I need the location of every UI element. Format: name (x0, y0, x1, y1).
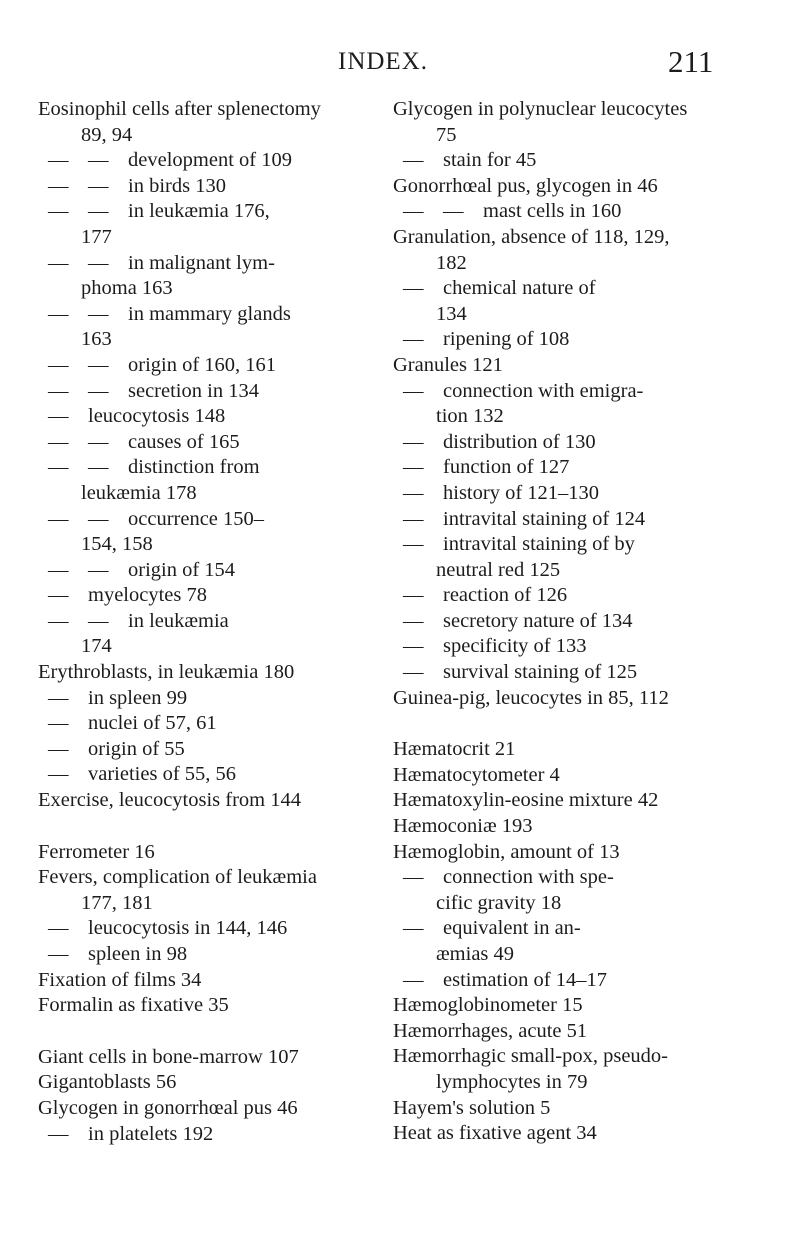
index-entry-text: intravital staining of by (443, 533, 635, 556)
index-entry-text: survival staining of 125 (443, 661, 638, 684)
index-entry-text: 154, 158 (81, 533, 153, 556)
index-entry-text: stain for 45 (443, 149, 537, 172)
index-entry (38, 1045, 378, 1071)
index-entry (38, 840, 378, 866)
ditto-dash: — (403, 379, 424, 402)
ditto-dash: — (88, 456, 109, 479)
index-entry (393, 1044, 755, 1070)
ditto-dash: — (403, 917, 424, 940)
index-subentry (38, 609, 378, 635)
index-subentry (393, 609, 755, 635)
index-entry-continuation (393, 891, 755, 917)
index-entry-text: connection with spe- (443, 866, 614, 889)
ditto-dash: — (88, 149, 109, 172)
ditto-dash: — (48, 174, 69, 197)
ditto-dash: — (48, 430, 69, 453)
index-entry (393, 737, 755, 763)
index-entry (38, 1096, 378, 1122)
index-entry-continuation (393, 123, 755, 149)
index-entry (393, 686, 755, 712)
index-entry-continuation (38, 276, 378, 302)
index-entry-text: Eosinophil cells after splenectomy (38, 98, 321, 120)
index-column-right (393, 97, 755, 1147)
index-entry-continuation (38, 123, 378, 149)
index-subentry (38, 353, 378, 379)
index-entry-text: Hæmatocytometer 4 (393, 763, 560, 786)
ditto-dash: — (48, 609, 69, 632)
ditto-dash: — (48, 763, 69, 786)
ditto-dash: — (403, 507, 424, 530)
index-entry-text: Glycogen in gonorrhœal pus 46 (38, 1096, 298, 1119)
index-entry-text: equivalent in an- (443, 917, 581, 940)
index-entry-text: Guinea-pig, leucocytes in 85, 112 (393, 686, 669, 709)
index-subentry (393, 455, 755, 481)
index-entry-text: Gonorrhœal pus, glycogen in 46 (393, 174, 658, 197)
index-subentry (38, 379, 378, 405)
ditto-dash: — (48, 558, 69, 581)
index-entry-text: Granulation, absence of 118, 129, (393, 225, 670, 248)
index-subentry (393, 634, 755, 660)
entry-gap (393, 711, 755, 737)
index-subentry (393, 865, 755, 891)
index-subentry (38, 558, 378, 584)
index-subentry (393, 481, 755, 507)
page-header (0, 44, 800, 84)
entry-gap (38, 1019, 378, 1045)
index-entry-text: Glycogen in polynuclear leucocytes (393, 98, 688, 120)
index-subentry (393, 660, 755, 686)
index-entry-text: reaction of 126 (443, 584, 568, 607)
index-subentry (38, 916, 378, 942)
index-entry-continuation (393, 558, 755, 584)
index-entry-continuation (393, 1070, 755, 1096)
index-entry (393, 353, 755, 379)
index-entry-text: 89, 94 (81, 123, 133, 146)
index-entry-text: leukæmia 178 (81, 481, 197, 504)
ditto-dash: — (48, 456, 69, 479)
index-entry (393, 993, 755, 1019)
index-entry-text: secretory nature of 134 (443, 609, 633, 632)
running-title: INDEX. (338, 48, 429, 75)
index-entry-text: Fevers, complication of leukæmia (38, 866, 317, 889)
index-entry-text: varieties of 55, 56 (88, 763, 237, 786)
index-subentry (393, 430, 755, 456)
index-entry-text: distribution of 130 (443, 430, 596, 453)
index-entry-text: Granules 121 (393, 353, 503, 376)
index-subentry (38, 174, 378, 200)
ditto-dash: — (403, 866, 424, 889)
index-entry-text: æmias 49 (436, 943, 515, 965)
ditto-dash: — (48, 943, 69, 965)
ditto-dash: — (403, 481, 424, 504)
index-entry (38, 97, 378, 123)
ditto-dash: — (88, 558, 109, 581)
index-entry-text: in leukæmia 176, (128, 200, 270, 223)
index-subentry (393, 148, 755, 174)
index-entry-text: cific gravity 18 (436, 891, 562, 914)
index-entry-text: in malignant lym- (128, 251, 275, 274)
ditto-dash: — (403, 456, 424, 479)
index-entry-text: ripening of 108 (443, 328, 570, 351)
index-entry-text: lymphocytes in 79 (436, 1070, 588, 1093)
index-entry-text: occurrence 150– (128, 507, 265, 530)
index-entry-text: Hæmatoxylin-eosine mixture 42 (393, 789, 659, 812)
page-number: 211 (668, 44, 714, 79)
index-entry (393, 1121, 755, 1147)
index-entry-text: in platelets 192 (88, 1122, 214, 1145)
index-entry-text: Hayem's solution 5 (393, 1096, 551, 1119)
index-subentry (38, 507, 378, 533)
index-entry-text: Heat as fixative agent 34 (393, 1122, 597, 1145)
ditto-dash: — (403, 584, 424, 607)
index-entry-text: Hæmoconiæ 193 (393, 815, 533, 838)
index-entry-text: Erythroblasts, in leukæmia 180 (38, 661, 295, 684)
ditto-dash: — (403, 430, 424, 453)
index-entry-text: origin of 55 (88, 737, 185, 760)
index-entry-continuation (38, 891, 378, 917)
index-entry-text: 177 (81, 225, 112, 248)
index-subentry (38, 404, 378, 430)
ditto-dash: — (88, 379, 109, 402)
index-subentry (393, 379, 755, 405)
index-entry-text: 182 (436, 251, 467, 274)
index-entry-text: neutral red 125 (436, 558, 561, 581)
ditto-dash: — (403, 609, 424, 632)
ditto-dash: — (403, 968, 424, 991)
index-subentry (393, 968, 755, 994)
index-entry-text: 177, 181 (81, 891, 153, 914)
ditto-dash: — (88, 302, 109, 325)
ditto-dash: — (403, 533, 424, 556)
index-entry-text: Hæmorrhagic small-pox, pseudo- (393, 1045, 668, 1068)
index-entry (393, 1096, 755, 1122)
index-entry-text: Gigantoblasts 56 (38, 1071, 177, 1094)
index-subentry (38, 251, 378, 277)
index-subentry (393, 276, 755, 302)
ditto-dash: — (403, 635, 424, 658)
ditto-dash: — (48, 149, 69, 172)
entry-gap (38, 814, 378, 840)
index-entry-continuation (38, 327, 378, 353)
index-entry-text: Ferrometer 16 (38, 840, 155, 863)
index-entry-text: mast cells in 160 (483, 200, 622, 223)
index-entry-text: nuclei of 57, 61 (88, 712, 217, 735)
index-entry-text: Hæmoglobinometer 15 (393, 994, 583, 1017)
ditto-dash: — (48, 686, 69, 709)
index-subentry (38, 430, 378, 456)
index-subentry (393, 532, 755, 558)
index-entry-continuation (38, 225, 378, 251)
index-entry-text: Exercise, leucocytosis from 144 (38, 789, 302, 812)
index-entry-text: in leukæmia (128, 609, 229, 632)
index-entry-text: estimation of 14–17 (443, 968, 607, 991)
index-entry-text: phoma 163 (81, 277, 173, 300)
index-entry-continuation (393, 942, 755, 968)
index-entry (393, 174, 755, 200)
index-entry-text: Formalin as fixative 35 (38, 994, 229, 1017)
index-entry-text: secretion in 134 (128, 379, 259, 402)
index-entry-text: 174 (81, 635, 112, 658)
ditto-dash: — (88, 200, 109, 223)
index-entry-text: Hæmorrhages, acute 51 (393, 1019, 588, 1042)
index-entry-text: origin of 160, 161 (128, 353, 277, 376)
index-entry (38, 865, 378, 891)
ditto-dash: — (88, 430, 109, 453)
index-subentry (393, 327, 755, 353)
index-entry-text: leucocytosis 148 (88, 405, 226, 428)
index-entry-text: in mammary glands (128, 302, 291, 325)
ditto-dash: — (88, 174, 109, 197)
ditto-dash: — (403, 277, 424, 300)
index-entry-text: leucocytosis in 144, 146 (88, 917, 288, 940)
index-entry-continuation (393, 302, 755, 328)
ditto-dash: — (443, 200, 464, 223)
index-subentry (38, 455, 378, 481)
index-entry-text: intravital staining of 124 (443, 507, 646, 530)
index-subentry (38, 737, 378, 763)
index-entry-continuation (38, 481, 378, 507)
index-entry-text: connection with emigra- (443, 379, 644, 402)
index-entry-text: Fixation of films 34 (38, 968, 202, 991)
ditto-dash: — (48, 584, 69, 607)
ditto-dash: — (48, 917, 69, 940)
index-entry-text: in birds 130 (128, 174, 226, 197)
ditto-dash: — (48, 712, 69, 735)
index-entry-text: spleen in 98 (88, 943, 188, 965)
index-entry-continuation (393, 251, 755, 277)
index-entry-continuation (38, 634, 378, 660)
ditto-dash: — (48, 353, 69, 376)
ditto-dash: — (88, 507, 109, 530)
index-subentry (393, 199, 755, 225)
index-entry-text: origin of 154 (128, 558, 236, 581)
index-subentry (38, 583, 378, 609)
index-entry-text: in spleen 99 (88, 686, 188, 709)
index-subentry (393, 916, 755, 942)
index-entry-text: 75 (436, 123, 457, 146)
index-subentry (393, 507, 755, 533)
index-entry-text: Hæmoglobin, amount of 13 (393, 840, 620, 863)
index-entry-text: Giant cells in bone-marrow 107 (38, 1045, 299, 1068)
index-entry (393, 763, 755, 789)
index-entry (393, 1019, 755, 1045)
index-entry-text: Hæmatocrit 21 (393, 738, 516, 761)
index-subentry (38, 148, 378, 174)
index-entry-text: specificity of 133 (443, 635, 587, 658)
ditto-dash: — (48, 251, 69, 274)
ditto-dash: — (403, 149, 424, 172)
index-subentry (38, 711, 378, 737)
ditto-dash: — (48, 507, 69, 530)
index-entry (393, 225, 755, 251)
index-subentry (38, 686, 378, 712)
index-entry-text: 134 (436, 302, 467, 325)
index-entry (38, 788, 378, 814)
index-subentry (393, 583, 755, 609)
index-entry (393, 840, 755, 866)
ditto-dash: — (403, 661, 424, 684)
index-entry-text: development of 109 (128, 149, 292, 172)
index-entry-text: history of 121–130 (443, 481, 600, 504)
index-entry (38, 968, 378, 994)
index-entry (393, 97, 755, 123)
index-entry-continuation (393, 404, 755, 430)
index-subentry (38, 942, 378, 968)
index-entry-text: chemical nature of (443, 277, 596, 300)
index-subentry (38, 302, 378, 328)
index-entry-text: causes of 165 (128, 430, 240, 453)
ditto-dash: — (48, 737, 69, 760)
ditto-dash: — (48, 379, 69, 402)
index-entry-text: 163 (81, 328, 112, 351)
ditto-dash: — (403, 328, 424, 351)
index-entry-text: function of 127 (443, 456, 570, 479)
ditto-dash: — (48, 302, 69, 325)
index-entry (393, 788, 755, 814)
index-entry-continuation (38, 532, 378, 558)
index-column-left (38, 97, 378, 1147)
index-entry (38, 993, 378, 1019)
ditto-dash: — (48, 1122, 69, 1145)
ditto-dash: — (48, 405, 69, 428)
index-subentry (38, 199, 378, 225)
index-entry-text: tion 132 (436, 405, 504, 428)
index-entry-text: myelocytes 78 (88, 584, 207, 607)
ditto-dash: — (48, 200, 69, 223)
ditto-dash: — (403, 200, 424, 223)
index-entry-text: distinction from (128, 456, 260, 479)
index-entry (38, 660, 378, 686)
ditto-dash: — (88, 609, 109, 632)
index-entry (38, 1070, 378, 1096)
ditto-dash: — (88, 251, 109, 274)
ditto-dash: — (88, 353, 109, 376)
index-entry (393, 814, 755, 840)
index-subentry (38, 762, 378, 788)
index-subentry (38, 1122, 378, 1148)
